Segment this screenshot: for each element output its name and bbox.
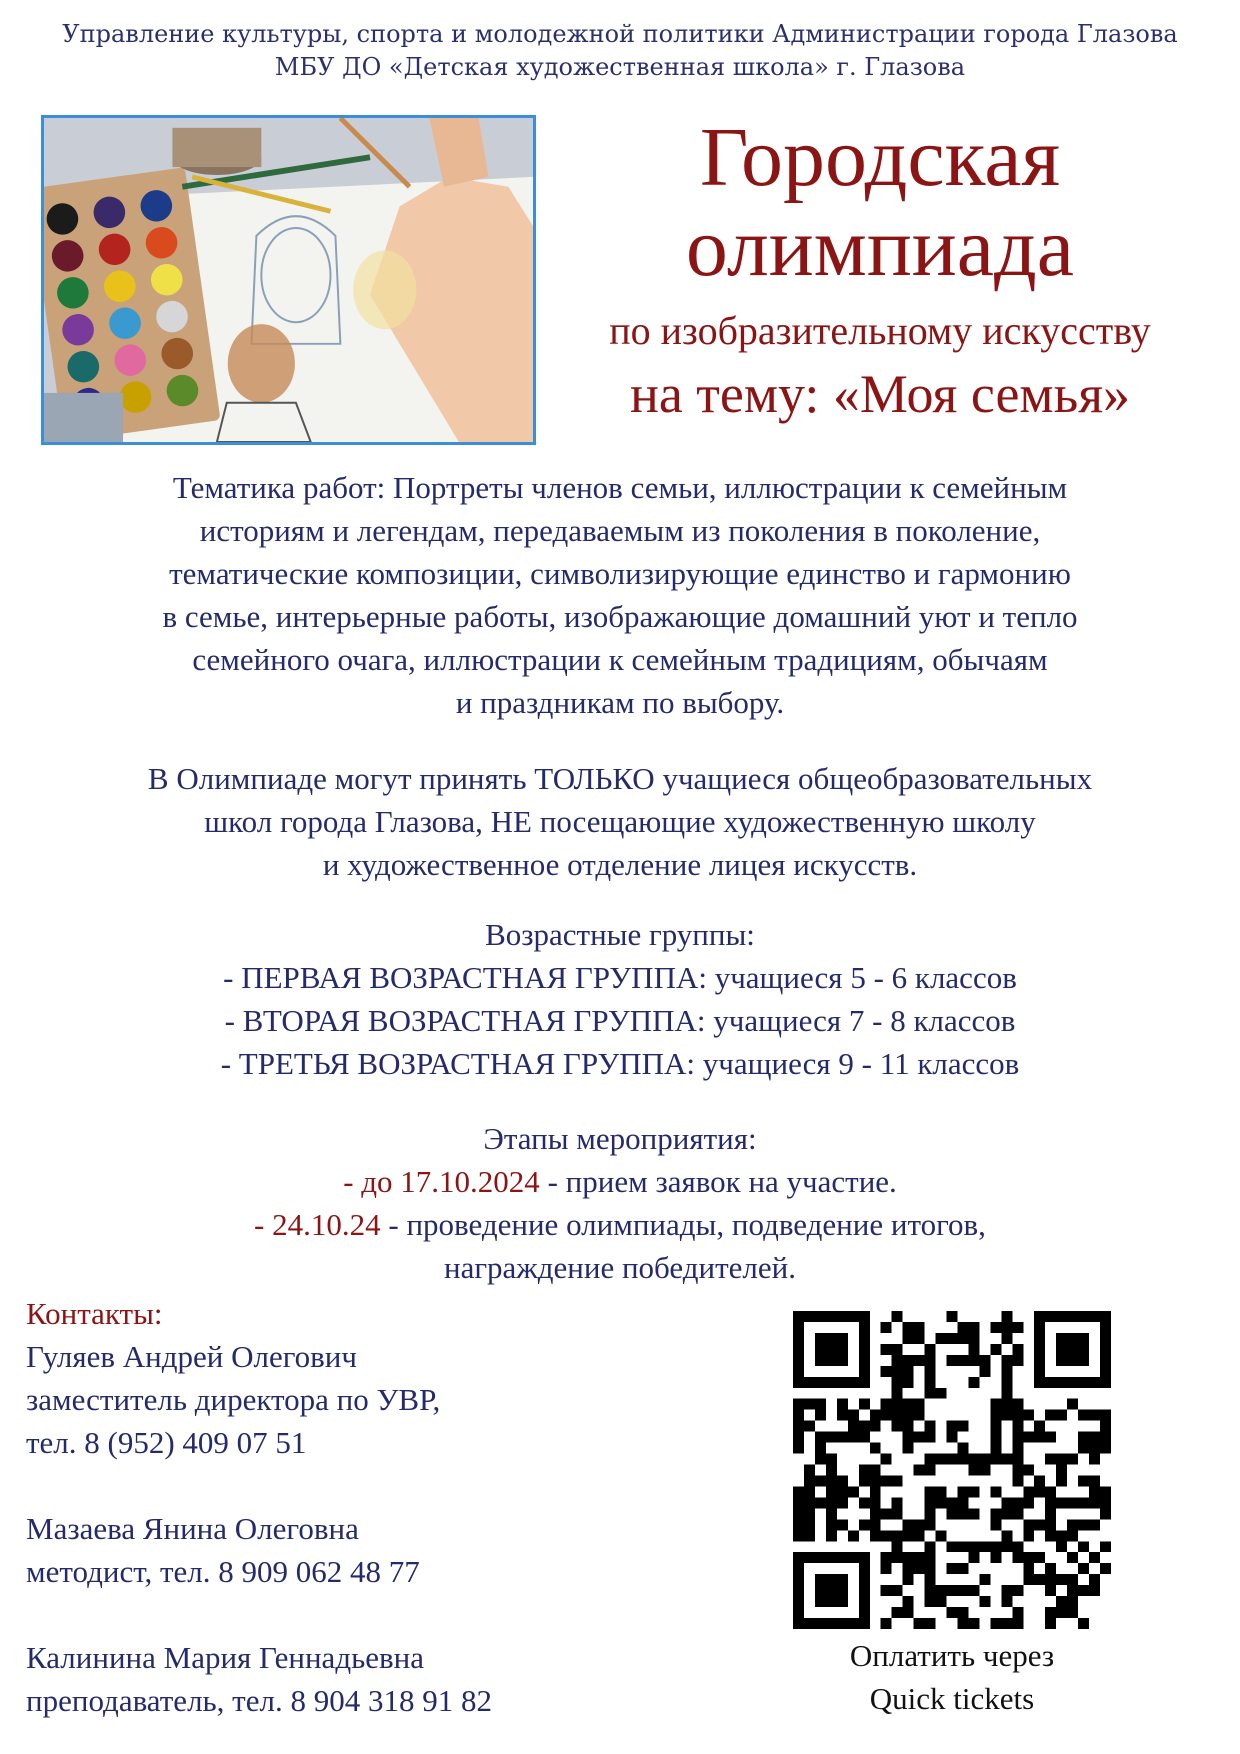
title-line-1: Городская bbox=[699, 111, 1061, 204]
topics-line: Тематика работ: Портреты членов семьи, иллюстрации к семейным bbox=[172, 470, 1068, 505]
stage-1 bbox=[20, 1160, 1220, 1203]
stage-1-text: - прием заявок на участие. bbox=[539, 1164, 897, 1199]
stage-2-date: - 24.10.24 bbox=[254, 1207, 381, 1242]
children-painting-photo bbox=[41, 115, 536, 445]
qr-caption-line-2: Quick tickets bbox=[869, 1681, 1035, 1716]
contact-role: преподаватель, тел. 8 904 318 91 82 bbox=[26, 1683, 492, 1718]
header bbox=[0, 18, 1240, 84]
age-groups bbox=[20, 913, 1220, 1085]
stage-2-continued: награждение победителей. bbox=[443, 1250, 796, 1285]
title-line-2: олимпиада bbox=[685, 201, 1075, 294]
contacts-heading: Контакты: bbox=[26, 1296, 163, 1331]
stage-2-text: - проведение олимпиады, подведение итогов, bbox=[380, 1207, 986, 1242]
topics-line: в семье, интерьерные работы, изображающие домашний уют и тепло bbox=[162, 599, 1078, 634]
contact-role: заместитель директора по УВР, bbox=[26, 1382, 441, 1417]
header-school: МБУ ДО «Детская художественная школа» г. Глазова bbox=[274, 53, 966, 81]
qr-code-graphic bbox=[793, 1311, 1111, 1629]
topics-line: тематические композиции, символизирующие единство и гармонию bbox=[169, 556, 1071, 591]
age-groups-heading: Возрастные группы: bbox=[485, 917, 755, 952]
photo-illustration bbox=[44, 118, 533, 442]
contact-phone: тел. 8 (952) 409 07 51 bbox=[26, 1425, 307, 1460]
eligibility-line: и художественное отделение лицея искусств. bbox=[322, 847, 918, 882]
stage-2 bbox=[20, 1203, 1220, 1246]
topics-line: и праздникам по выбору. bbox=[455, 685, 785, 720]
header-organization: Управление культуры, спорта и молодежной политики Администрации города Глазова bbox=[62, 20, 1178, 48]
topics-paragraph bbox=[20, 466, 1220, 724]
eligibility-line: В Олимпиаде могут принять ТОЛЬКО учащиеся общеобразовательных bbox=[147, 761, 1093, 796]
contacts bbox=[26, 1292, 726, 1722]
contact-name: Калинина Мария Геннадьевна bbox=[26, 1640, 424, 1675]
age-group-item: - ТРЕТЬЯ ВОЗРАСТНАЯ ГРУППА: учащиеся 9 - 11 классов bbox=[220, 1046, 1020, 1081]
eligibility-paragraph bbox=[20, 757, 1220, 886]
contact-name: Гуляев Андрей Олегович bbox=[26, 1339, 357, 1374]
age-group-item: - ВТОРАЯ ВОЗРАСТНАЯ ГРУППА: учащиеся 7 - 8 классов bbox=[224, 1003, 1016, 1038]
contact-name: Мазаева Янина Олеговна bbox=[26, 1511, 359, 1546]
title-theme: на тему: «Моя семья» bbox=[629, 364, 1131, 424]
topics-line: семейного очага, иллюстрации к семейным традициям, обычаям bbox=[192, 642, 1048, 677]
stages-heading: Этапы мероприятия: bbox=[483, 1121, 757, 1156]
qr-caption-line-1: Оплатить через bbox=[849, 1638, 1055, 1673]
contact-role: методист, тел. 8 909 062 48 77 bbox=[26, 1554, 420, 1589]
topics-line: историям и легендам, передаваемым из поколения в поколение, bbox=[199, 513, 1041, 548]
title-block bbox=[540, 110, 1220, 424]
qr-code-icon[interactable] bbox=[793, 1311, 1111, 1629]
event-stages bbox=[20, 1117, 1220, 1289]
qr-caption bbox=[760, 1634, 1144, 1720]
title-subtitle: по изобразительному искусству bbox=[609, 308, 1151, 353]
stage-1-date: - до 17.10.2024 bbox=[343, 1164, 540, 1199]
age-group-item: - ПЕРВАЯ ВОЗРАСТНАЯ ГРУППА: учащиеся 5 - 6 классов bbox=[223, 960, 1017, 995]
eligibility-line: школ города Глазова, НЕ посещающие художественную школу bbox=[204, 804, 1036, 839]
